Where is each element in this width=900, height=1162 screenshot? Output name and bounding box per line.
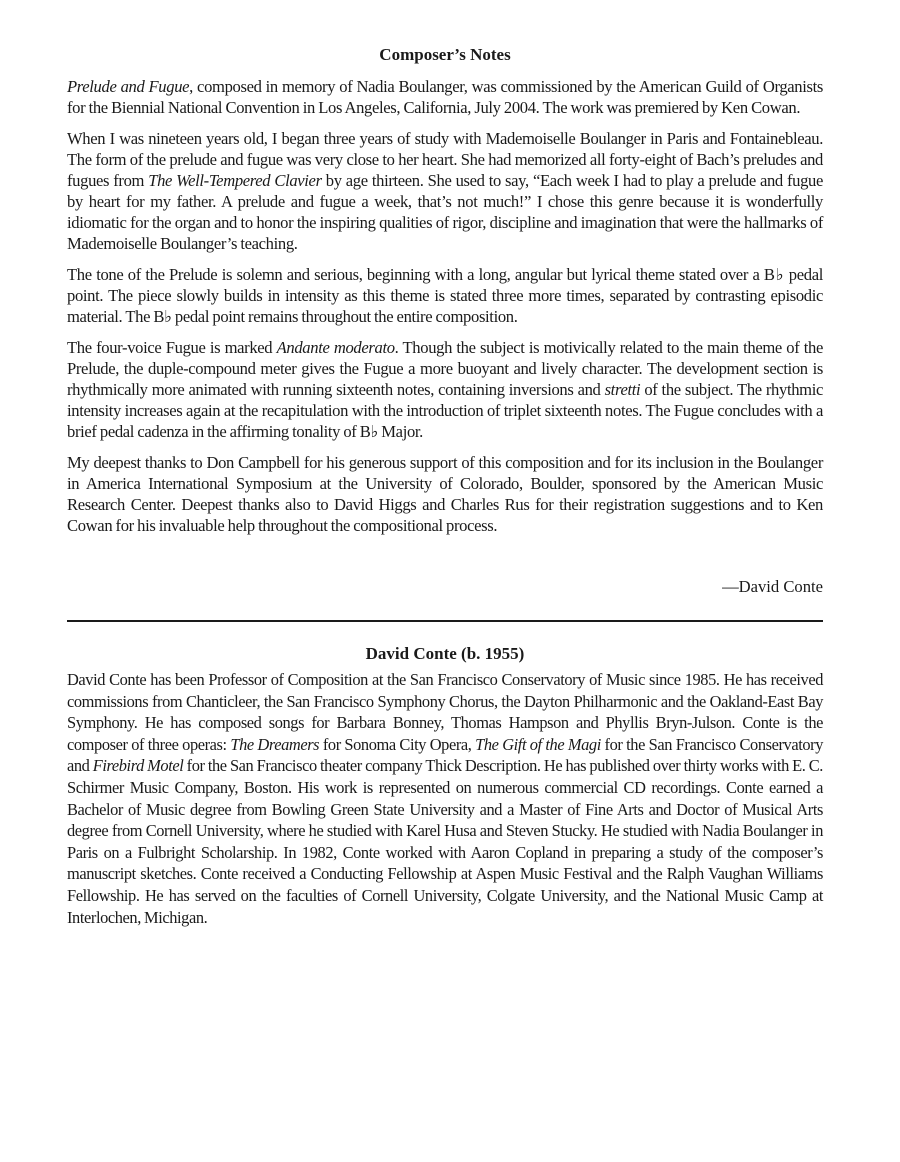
notes-paragraph-3: The tone of the Prelude is solemn and serious, beginning with a long, angular but lyrical theme stated over a B♭ pedal point. The piece slowly builds in intensity as this theme is stated three more times, separated by contrasting episodic material. The B♭ pedal point remains throughout the entire composition. <box>67 265 823 326</box>
notes-paragraph-4-text-a: The four-voice Fugue is marked <box>67 338 277 357</box>
notes-paragraph-1-text: , composed in memory of Nadia Boulanger, was commissioned by the American Guild of Organists for the Biennial National Convention in Los Angeles, California, July 2004. The work was premiered by Ken Cowan. <box>67 77 823 117</box>
notes-paragraph-2-text-b: by age thirteen. She used to say, “Each week I had to play a prelude and fugue by heart for my father. A prelude and fugue a week, that’s not much!” I chose this genre because it is wonderfully idiomatic for the organ and to honor the inspiring qualities of rigor, discipline and imagination that were the hallmarks of Mademoiselle Boulanger’s teaching. <box>67 171 824 253</box>
composers-notes-heading: Composer’s Notes <box>379 45 511 64</box>
bio-text-d: for the San Francisco theater company Thick Description. He has published over thirty works with E. C. Schirmer Music Company, Boston. His work is represented on numerous commercial CD recordings. Conte earned a Bachelor of Music degree from Bowling Green State University and a Master of Fine Arts and Doctor of Musical Arts degree from Cornell University, where he studied with Karel Husa and Steven Stucky. He studied with Nadia Boulanger in Paris on a Fulbright Scholarship. In 1982, Conte worked with Aaron Copland in preparing a study of the composer’s manuscript sketches. Conte received a Conducting Fellowship at Aspen Music Festival and the Ralph Vaughan Williams Fellowship. He has served on the faculties of Cornell University, Colgate University, and the National Music Camp at Interlochen, Michigan. <box>67 756 823 927</box>
document-page <box>67 44 823 928</box>
work-title: Prelude and Fugue <box>67 77 190 96</box>
tempo-marking: Andante moderato <box>276 338 395 357</box>
biography-paragraph <box>67 669 823 928</box>
notes-paragraph-2-text-a: When I was nineteen years old, I began three years of study with Mademoiselle Boulanger in Paris and Fontainebleau. The form of the prelude and fugue was very close to her heart. She had memorized all forty-eight of Bach’s preludes and fugues from <box>67 129 823 190</box>
notes-paragraph-4-text-c: of the subject. The rhythmic intensity increases again at the recapitulation with the introduction of triplet sixteenth notes. The Fugue concludes with a brief pedal cadenza in the affirming tonality of B♭ Major. <box>67 380 823 441</box>
notes-paragraph-5: My deepest thanks to Don Campbell for his generous support of this composition and for its inclusion in the Boulanger in America International Symposium at the University of Colorado, Boulder, sponsored by the American Music Research Center. Deepest thanks also to David Higgs and Charles Rus for their registration suggestions and to Ken Cowan for his invaluable help throughout the compositional process. <box>67 453 823 535</box>
bio-text-a: David Conte has been Professor of Composition at the San Francisco Conservatory of Music since 1985. He has received commissions from Chanticleer, the San Francisco Symphony Chorus, the Dayton Philharmonic and the Oakland-East Bay Symphony. He has composed songs for Barbara Bonney, Thomas Hampson and Phyllis Bryn-Julson. Conte is the composer of three operas: <box>67 670 823 754</box>
notes-paragraph-4 <box>67 337 823 442</box>
bio-text-c: for the San Francisco Conservatory and <box>67 734 823 776</box>
well-tempered-clavier-title: The Well-Tempered Clavier <box>148 171 322 190</box>
opera-gift-of-the-magi: The Gift of the Magi <box>475 734 601 754</box>
opera-firebird-motel: Firebird Motel <box>92 756 184 776</box>
notes-paragraph-2 <box>67 128 823 254</box>
author-signature: —David Conte <box>722 577 823 596</box>
section-divider <box>67 620 823 622</box>
notes-paragraph-1 <box>67 76 823 118</box>
notes-paragraph-4-text-b: . Though the subject is motivically related to the main theme of the Prelude, the duple-compound meter gives the Fugue a more buoyant and lively character. The development section is rhythmically more animated with running sixteenth notes, containing inversions and <box>67 338 823 399</box>
stretti-term: stretti <box>604 380 641 399</box>
bio-text-b: for Sonoma City Opera, <box>319 734 476 754</box>
opera-the-dreamers: The Dreamers <box>230 734 320 754</box>
biography-heading: David Conte (b. 1955) <box>365 644 525 663</box>
